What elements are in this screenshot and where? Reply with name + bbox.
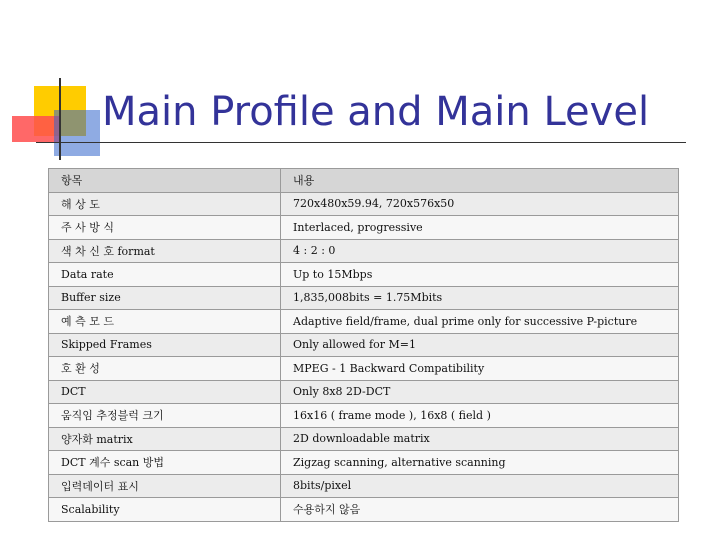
item-cell: 호 환 성 (49, 357, 281, 381)
table-header-row (49, 169, 679, 193)
table-row (49, 239, 679, 263)
content-cell: 2D downloadable matrix (281, 427, 679, 451)
item-cell: 주 사 방 식 (49, 216, 281, 240)
content-cell: Up to 15Mbps (281, 263, 679, 287)
table-row (49, 357, 679, 381)
slide-title: Main Profile and Main Level (102, 89, 650, 135)
table-row (49, 404, 679, 428)
title-underline (36, 142, 686, 143)
item-cell: Buffer size (49, 286, 281, 310)
table-row (49, 286, 679, 310)
item-cell: Data rate (49, 263, 281, 287)
content-cell: Only 8x8 2D-DCT (281, 380, 679, 404)
content-cell: 4 : 2 : 0 (281, 239, 679, 263)
table-row (49, 474, 679, 498)
spec-table (48, 168, 679, 522)
item-cell: Skipped Frames (49, 333, 281, 357)
content-cell: Only allowed for M=1 (281, 333, 679, 357)
content-cell: Interlaced, progressive (281, 216, 679, 240)
item-cell: DCT (49, 380, 281, 404)
item-cell: 해 상 도 (49, 192, 281, 216)
item-cell: 색 차 신 호 format (49, 239, 281, 263)
item-cell: 예 측 모 드 (49, 310, 281, 334)
item-cell: 입력데이터 표시 (49, 474, 281, 498)
content-cell: MPEG - 1 Backward Compatibility (281, 357, 679, 381)
table-row (49, 263, 679, 287)
content-cell: 수용하지 않음 (281, 498, 679, 522)
decor-red-square (12, 116, 60, 142)
table-row (49, 333, 679, 357)
table-row (49, 380, 679, 404)
table-row (49, 310, 679, 334)
table-row (49, 192, 679, 216)
table-row (49, 451, 679, 475)
table-row (49, 498, 679, 522)
item-cell: 움직임 추정블럭 크기 (49, 404, 281, 428)
content-cell: Adaptive field/frame, dual prime only for successive P-picture (281, 310, 679, 334)
content-cell: Zigzag scanning, alternative scanning (281, 451, 679, 475)
table-row (49, 427, 679, 451)
header-content-cell: 내용 (281, 169, 679, 193)
item-cell: DCT 계수 scan 방법 (49, 451, 281, 475)
content-cell: 720x480x59.94, 720x576x50 (281, 192, 679, 216)
content-cell: 1,835,008bits = 1.75Mbits (281, 286, 679, 310)
table-row (49, 216, 679, 240)
content-cell: 8bits/pixel (281, 474, 679, 498)
header-item-cell: 항목 (49, 169, 281, 193)
content-cell: 16x16 ( frame mode ), 16x8 ( field ) (281, 404, 679, 428)
item-cell: 양자화 matrix (49, 427, 281, 451)
item-cell: Scalability (49, 498, 281, 522)
decor-vertical-line (59, 78, 61, 160)
spec-table-container (48, 168, 678, 522)
